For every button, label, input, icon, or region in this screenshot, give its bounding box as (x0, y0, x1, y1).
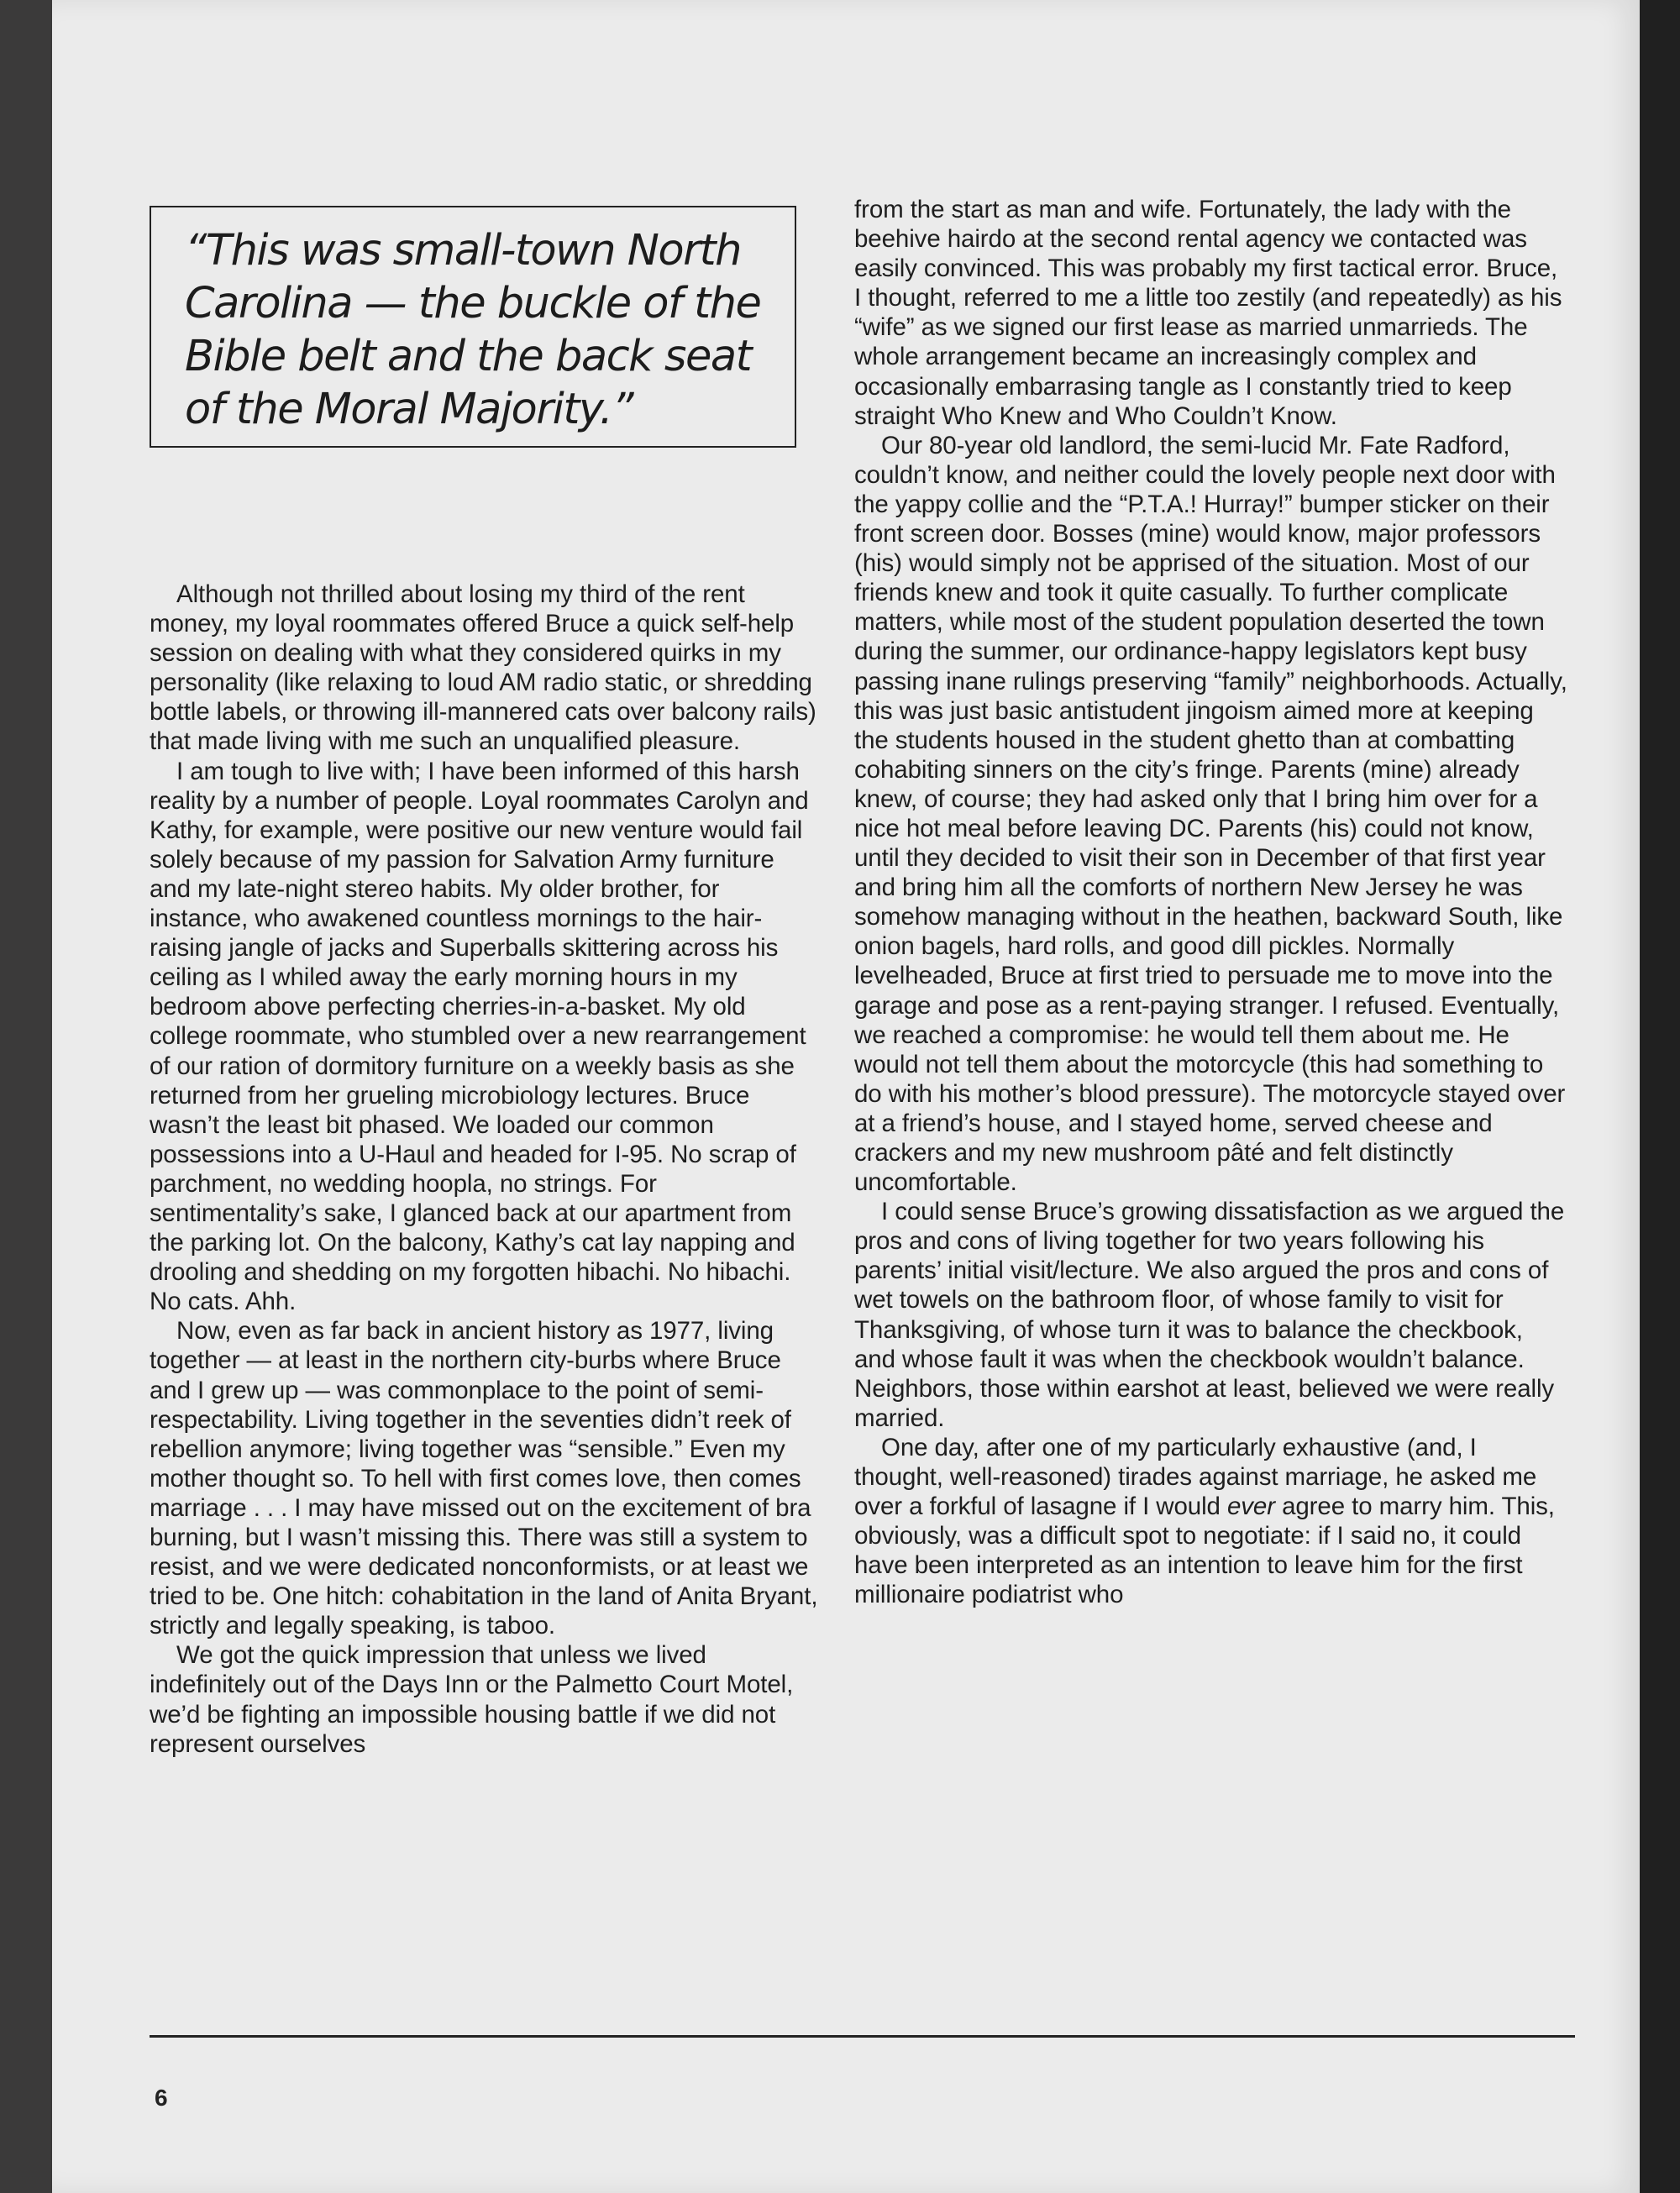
paragraph-text: agree to marry him. This, obviously, was a difficult spot to negotiate: if I said no, it could have been interpreted as an intention to leave him for the first millionaire podiatrist who (854, 1493, 1555, 1609)
footer-rule (150, 2035, 1575, 2038)
paragraph: We got the quick impression that unless we lived indefinitely out of the Days Inn or the Palmetto Court Motel, we’d be fighting an impossible housing battle if we did not represent ourselves (150, 1641, 794, 1758)
paragraph (854, 1433, 1570, 1610)
paragraph-text: One day, after one of my particularly exhaustive (and, I thought, well-reasoned) tirades against marriage, he asked me over a forkful of lasagne if I would (854, 1433, 1537, 1521)
pull-quote-text: “This was small-town North Carolina — the buckle of the Bible belt and the back seat of the Moral Majority.” (185, 226, 761, 434)
paragraph: Although not thrilled about losing my third of the rent money, my loyal roommates offered Bruce a quick self-help session on dealing with what they considered quirks in my personality (like relaxing to loud AM radio static, or shredding bottle labels, or throwing ill-mannered cats over balcony rails) that made living with me such an unqualified pleasure. (150, 580, 816, 756)
page-number: 6 (155, 2085, 168, 2111)
article-column-left (150, 580, 822, 1759)
paragraph: I am tough to live with; I have been informed of this harsh reality by a number of people. Loyal roommates Carolyn and Kathy, for example, were positive our new venture would fail solely because of my passion for Salvation Army furniture and my late-night stereo habits. My older brother, for instance, who awakened countless mornings to the hair-raising jangle of jacks and Superballs skittering across his ceiling as I whiled away the early morning hours in my bedroom above perfecting cherries-in-a-basket. My old college roommate, who stumbled over a new rearrangement of our ration of dormitory furniture on a weekly basis as she returned from her grueling microbiology lectures. Bruce wasn’t the least bit phased. We loaded our common possessions into a U-Haul and headed for I-95. No scrap of parchment, no wedding hoopla, no strings. For sentimentality’s sake, I glanced back at our apartment from the parking lot. On the balcony, Kathy’s cat lay napping and drooling and shedding on my forgotten hibachi. No hibachi. No cats. Ahh. (150, 757, 809, 1316)
emphasis-text: ever (1226, 1493, 1275, 1521)
paragraph: I could sense Bruce’s growing dissatisfaction as we argued the pros and cons of living together for two years following his parents’ initial visit/lecture. We also argued the pros and cons of wet towels on the bathroom floor, of whose family to visit for Thanksgiving, of whose turn it was to balance the checkbook, and whose fault it was when the checkbook wouldn’t balance. Neighbors, those within earshot at least, believed we were really married. (854, 1198, 1565, 1432)
binding-edge (1640, 0, 1680, 2193)
article-column-right (854, 195, 1570, 1610)
paragraph: from the start as man and wife. Fortunately, the lady with the beehive hairdo at the second rental agency we contacted was easily convinced. This was probably my first tactical error. Bruce, I thought, referred to me a little too zestily (and repeatedly) as his “wife” as we signed our first lease as married unmarrieds. The whole arrangement became an increasingly complex and occasionally embarrasing tangle as I constantly tried to keep straight Who Knew and Who Couldn’t Know. (854, 196, 1562, 430)
paragraph: Our 80-year old landlord, the semi-lucid Mr. Fate Radford, couldn’t know, and neither could the lovely people next door with the yappy collie and the “P.T.A.! Hurray!” bumper sticker on their front screen door. Bosses (mine) would know, major professors (his) would simply not be apprised of the situation. Most of our friends knew and took it quite casually. To further complicate matters, while most of the student population deserted the town during the summer, our ordinance-happy legislators kept busy passing inane rulings preserving “family” neighborhoods. Actually, this was just basic antistudent jingoism aimed more at keeping the students housed in the student ghetto than at combatting cohabiting sinners on the city’s fringe. Parents (mine) already knew, of course; they had asked only that I bring him over for a nice hot meal before leaving DC. Parents (his) could not know, until they decided to visit their son in December of that first year and bring him all the comforts of northern New Jersey he was somehow managing without in the heathen, backward South, like onion bagels, hard rolls, and good dill pickles. Normally levelheaded, Bruce at first tried to persuade me to move into the garage and pose as a rent-paying stranger. I refused. Eventually, we reached a compromise: he would tell them about me. He would not tell them about the motorcycle (this had something to do with his mother’s blood pressure). The motorcycle stayed over at a friend’s house, and I stayed home, served cheese and crackers and my new mushroom pâté and felt distinctly uncomfortable. (854, 431, 1567, 1197)
pull-quote-box (150, 206, 796, 448)
paragraph: Now, even as far back in ancient history as 1977, living together — at least in the northern city-burbs where Bruce and I grew up — was commonplace to the point of semi-respectability. Living together in the seventies didn’t reek of rebellion anymore; living together was “sensible.” Even my mother thought so. To hell with first comes love, then comes marriage . . . I may have missed out on the excitement of bra burning, but I wasn’t missing this. There was still a system to resist, and we were dedicated nonconformists, or at least we tried to be. One hitch: cohabitation in the land of Anita Bryant, strictly and legally speaking, is taboo. (150, 1317, 818, 1640)
